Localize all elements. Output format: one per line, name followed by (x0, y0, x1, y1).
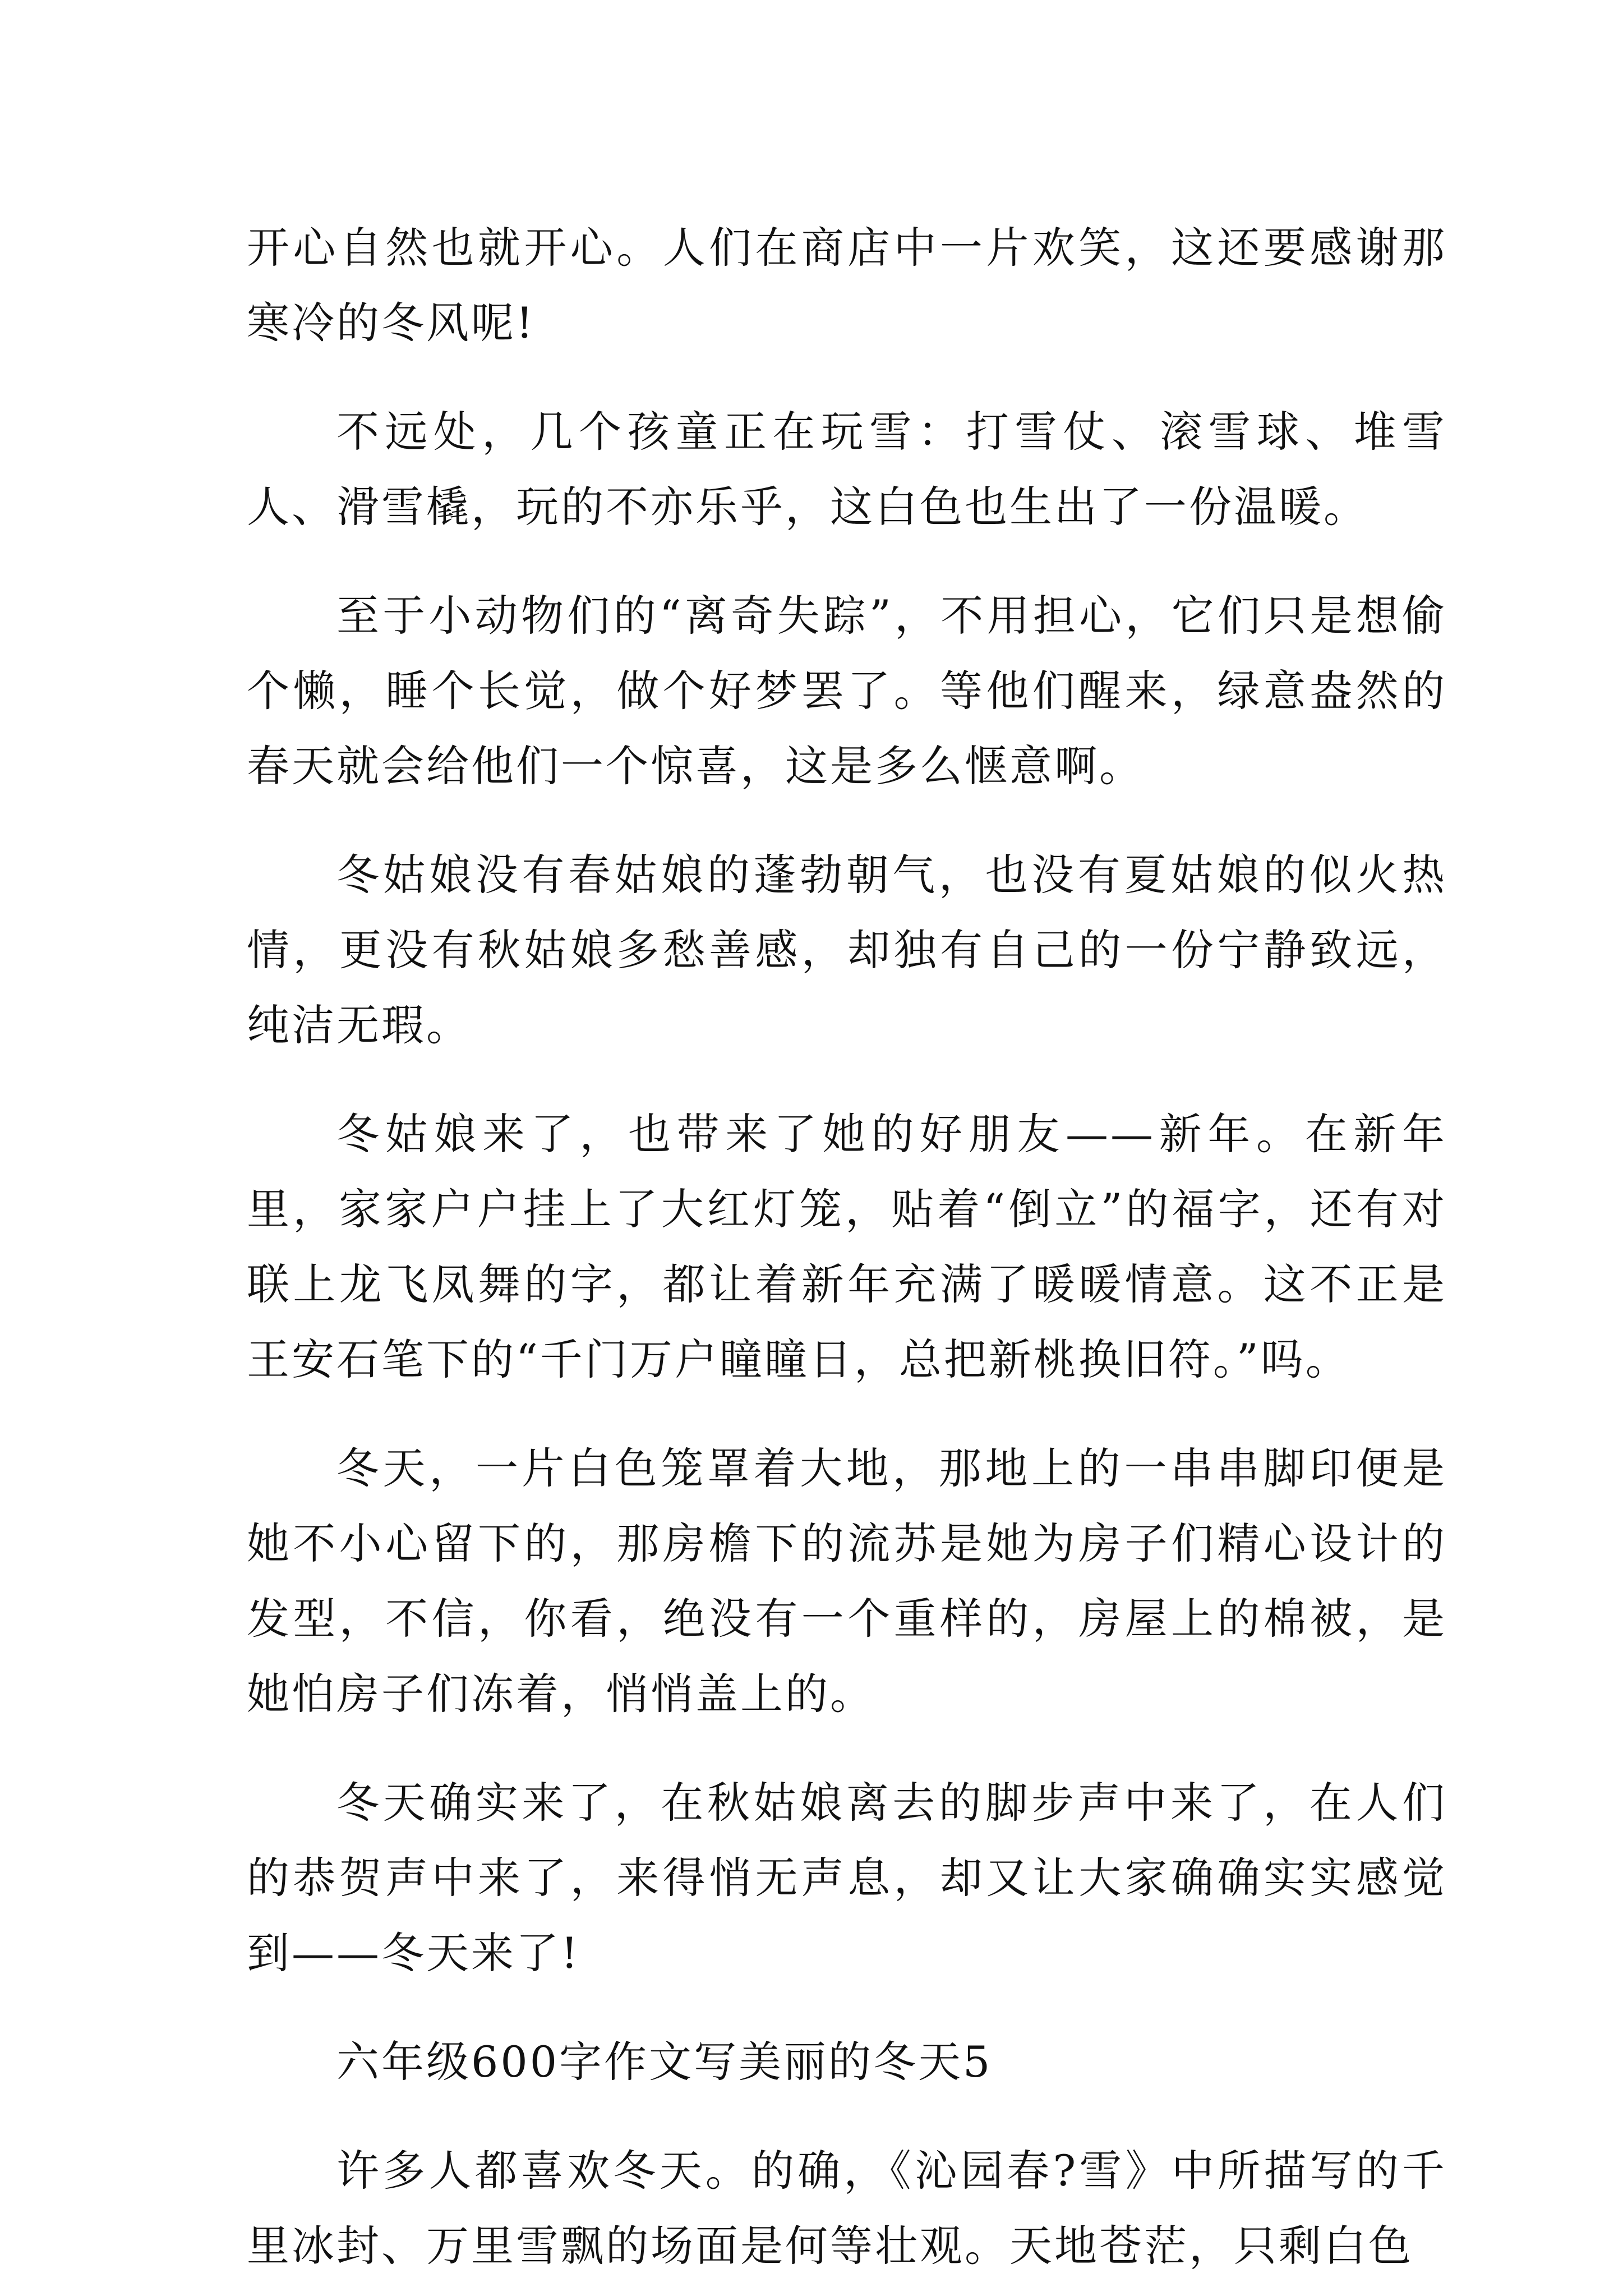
paragraph-children-snow: 不远处，几个孩童正在玩雪：打雪仗、滚雪球、堆雪人、滑雪橇，玩的不亦乐乎，这白色也生出了一份温暖。 (247, 407, 1447, 532)
paragraph-small-animals: 至于小动物们的“离奇失踪”，不用担心，它们只是想偷个懒，睡个长觉，做个好梦罢了。等他们醒来，绿意盎然的春天就会给他们一个惊喜，这是多么惬意啊。 (247, 591, 1447, 791)
document-body (247, 210, 1447, 2284)
paragraph-continuation: 开心自然也就开心。人们在商店中一片欢笑，这还要感谢那寒冷的冬风呢! (247, 223, 1447, 348)
paragraph-new-year: 冬姑娘来了，也带来了她的好朋友——新年。在新年里，家家户户挂上了大红灯笼，贴着“倒立”的福字，还有对联上龙飞凤舞的字，都让着新年充满了暖暖情意。这不正是王安石笔下的“千门万户瞳瞳日，总把新桃换旧符。”吗。 (247, 1109, 1447, 1384)
section-heading: 六年级600字作文写美丽的冬天5 (336, 2037, 993, 2087)
paragraph-white-earth: 冬天，一片白色笼罩着大地，那地上的一串串脚印便是她不小心留下的，那房檐下的流苏是她为房子们精心设计的发型，不信，你看，绝没有一个重样的，房屋上的棉被，是她怕房子们冻着，悄悄盖上的。 (247, 1443, 1447, 1719)
paragraph-qinyuanchun: 许多人都喜欢冬天。的确，《沁园春?雪》中所描写的千里冰封、万里雪飘的场面是何等壮观。天地苍茫，只剩白色 (247, 2146, 1447, 2271)
paragraph-winter-arrived: 冬天确实来了，在秋姑娘离去的脚步声中来了，在人们的恭贺声中来了，来得悄无声息，却又让大家确确实实感觉到——冬天来了! (247, 1778, 1447, 1978)
paragraph-winter-girl: 冬姑娘没有春姑娘的蓬勃朝气，也没有夏姑娘的似火热情，更没有秋姑娘多愁善感，却独有自己的一份宁静致远，纯洁无瑕。 (247, 850, 1447, 1050)
